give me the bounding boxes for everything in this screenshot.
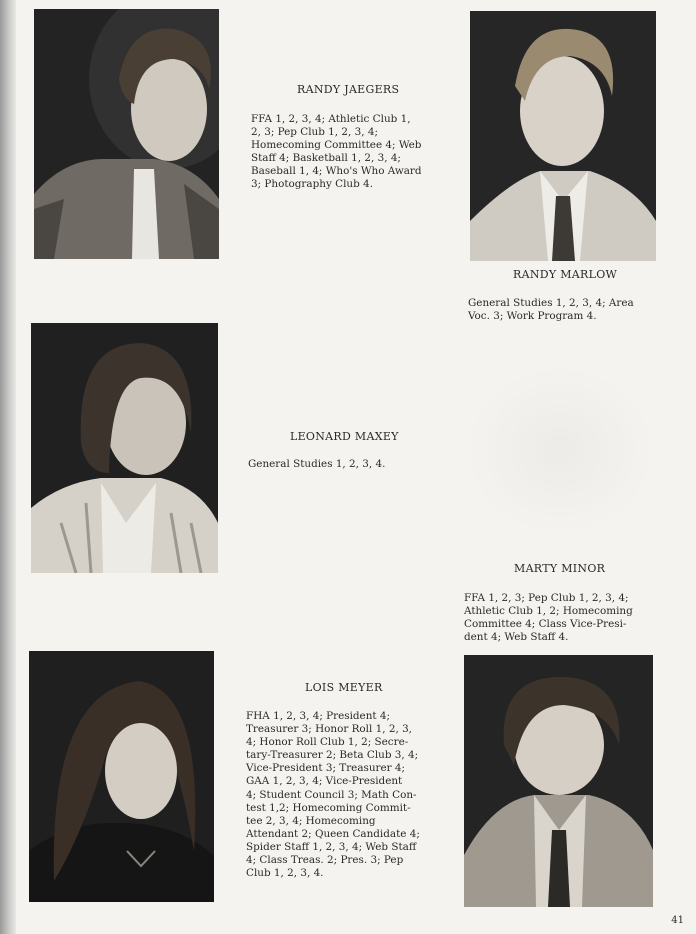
student-name: RANDY JAEGERS [297, 83, 400, 96]
student-name: LOIS MEYER [305, 681, 383, 694]
page-number: 41 [671, 915, 684, 926]
portrait-randy-marlow [470, 11, 656, 261]
portrait-leonard-maxey [31, 323, 218, 573]
student-name: MARTY MINOR [514, 562, 606, 575]
portrait-randy-jaegers [34, 9, 219, 259]
student-activities: FFA 1, 2, 3; Pep Club 1, 2, 3, 4; Athletic Club 1, 2; Homecoming Committee 4; Class Vice-Presi- dent 4; Web Staff 4. [464, 592, 633, 644]
page-binding-shadow [0, 0, 16, 934]
student-activities: FFA 1, 2, 3, 4; Athletic Club 1, 2, 3; Pep Club 1, 2, 3, 4; Homecoming Committee 4; Web Staff 4; Basketball 1, 2, 3, 4; Baseball 1, 4; Who's Who Award 3; Photography Club 4. [251, 113, 422, 191]
portrait-marty-minor [464, 655, 653, 907]
student-name: RANDY MARLOW [513, 268, 618, 281]
student-activities: General Studies 1, 2, 3, 4. [248, 458, 386, 470]
portrait-lois-meyer [29, 651, 214, 902]
faint-bleed-through [465, 365, 655, 535]
student-activities: FHA 1, 2, 3, 4; President 4; Treasurer 3; Honor Roll 1, 2, 3, 4; Honor Roll Club 1, 2; Secre- tary-Treasurer 2; Beta Club 3, 4; Vice-President 3; Treasurer 4; GAA 1, 2, 3, 4; Vice-President 4; Student Council 3; Math Con- test 1,2; Homecoming Commit- tee 2, 3, 4; Homecoming Attendant 2; Queen Candidate 4; Spider Staff 1, 2, 3, 4; Web Staff 4; Class Treas. 2; Pres. 3; Pep Club 1, 2, 3, 4. [246, 710, 420, 880]
student-name: LEONARD MAXEY [290, 430, 399, 443]
student-activities: General Studies 1, 2, 3, 4; Area Voc. 3; Work Program 4. [468, 297, 634, 323]
